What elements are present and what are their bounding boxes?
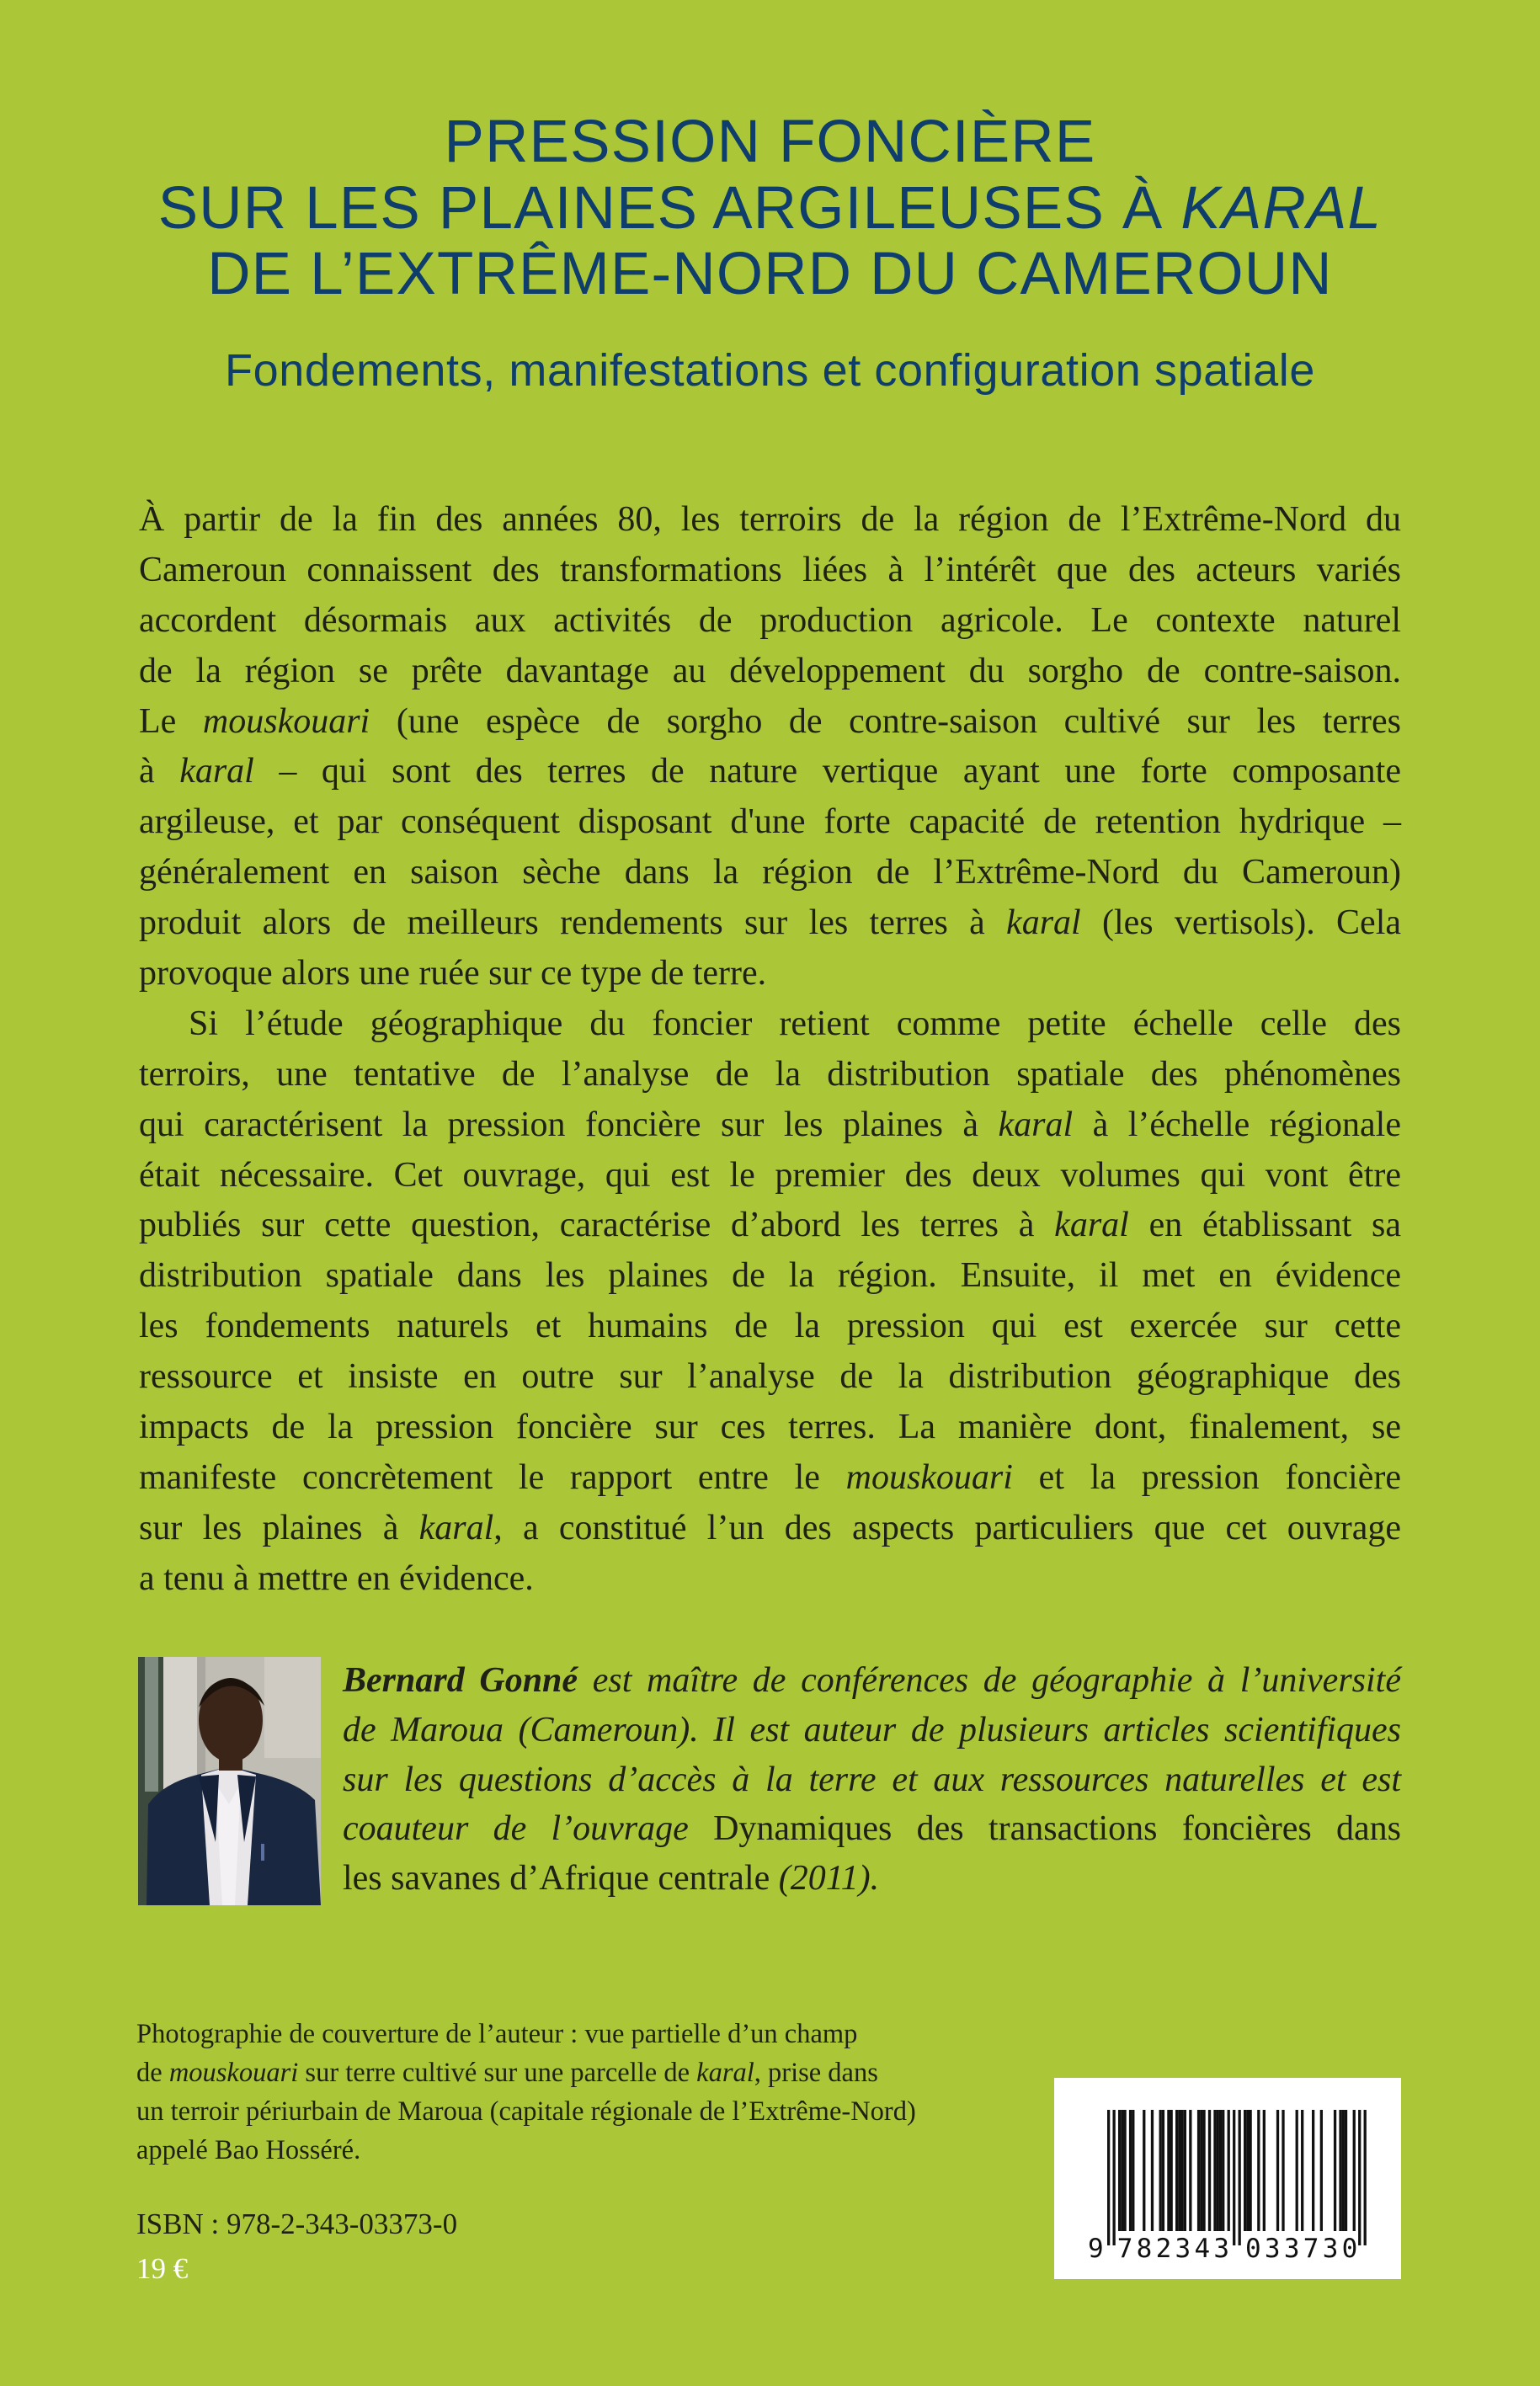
title-line-2 bbox=[0, 176, 1540, 242]
text-line bbox=[343, 1755, 1401, 1805]
text-line bbox=[139, 697, 1401, 748]
text-segment: karal bbox=[1006, 903, 1081, 943]
svg-text:033730: 033730 bbox=[1245, 2234, 1358, 2264]
text-segment: , a constitué l’un des aspects particuliers que cet ouvrage bbox=[493, 1508, 1402, 1547]
text-segment: Dynamiques des transactions foncières dans bbox=[713, 1809, 1401, 1849]
text-line bbox=[139, 1201, 1401, 1251]
text-segment: et la pression foncière bbox=[1012, 1457, 1401, 1497]
text-segment: , prise dans bbox=[754, 2058, 878, 2088]
text-segment: publiés sur cette question, caractérise d’abord les terres à bbox=[139, 1206, 1055, 1245]
text-segment: DE L’EXTRÊME-NORD DU CAMEROUN bbox=[207, 241, 1333, 307]
text-segment: karal bbox=[696, 2058, 754, 2088]
text-segment: un terroir périurbain de Maroua (capitale régionale de l’Extrême-Nord) bbox=[136, 2096, 916, 2127]
text-segment: provoque alors une ruée sur ce type de terre. bbox=[139, 954, 767, 993]
text-segment: a tenu à mettre en évidence. bbox=[139, 1558, 534, 1598]
text-segment: (2011). bbox=[770, 1859, 880, 1899]
book-subtitle: Fondements, manifestations et configuration spatiale bbox=[225, 345, 1315, 396]
text-segment: impacts de la pression foncière sur ces terres. La manière dont, finalement, se bbox=[139, 1408, 1401, 1447]
text-segment: Si l’étude géographique du foncier retient comme petite échelle celle des bbox=[189, 1004, 1401, 1043]
book-title bbox=[0, 109, 1540, 308]
title-line-3 bbox=[0, 242, 1540, 308]
text-line bbox=[139, 1403, 1401, 1453]
text-segment: généralement en saison sèche dans la région de l’Extrême-Nord du Cameroun) bbox=[139, 853, 1401, 892]
text-line bbox=[139, 999, 1401, 1050]
text-line bbox=[139, 1504, 1401, 1554]
text-line bbox=[139, 546, 1401, 596]
text-segment: manifeste concrètement le rapport entre le bbox=[139, 1457, 846, 1497]
text-segment: mouskouari bbox=[845, 1457, 1013, 1497]
text-segment: karal bbox=[1054, 1206, 1129, 1245]
text-segment: à bbox=[139, 752, 180, 791]
caption-line bbox=[136, 2053, 1063, 2092]
text-segment: à l’échelle régionale bbox=[1073, 1105, 1401, 1144]
text-segment: sur les questions d’accès à la terre et aux ressources naturelles et est bbox=[343, 1760, 1401, 1799]
text-segment: les savanes d’Afrique centrale bbox=[343, 1859, 770, 1899]
isbn: ISBN : 978-2-343-03373-0 bbox=[136, 2208, 458, 2240]
text-segment: sur les plaines à bbox=[139, 1508, 419, 1547]
author-portrait-image bbox=[138, 1657, 321, 1905]
text-segment: qui caractérisent la pression foncière sur les plaines à bbox=[139, 1105, 999, 1144]
barcode-icon bbox=[1054, 2078, 1401, 2279]
text-segment: était nécessaire. Cet ouvrage, qui est le premier des deux volumes qui vont être bbox=[139, 1155, 1401, 1195]
text-segment: de Maroua (Cameroun). Il est auteur de plusieurs articles scientifiques bbox=[343, 1710, 1401, 1750]
text-segment: appelé Bao Hosséré. bbox=[136, 2135, 361, 2165]
text-segment: PRESSION FONCIÈRE bbox=[444, 109, 1096, 175]
text-segment: (une espèce de sorgho de contre-saison cultivé sur les terres bbox=[370, 701, 1401, 741]
text-line bbox=[139, 898, 1401, 949]
text-line bbox=[343, 1656, 1401, 1706]
text-segment: de bbox=[136, 2058, 169, 2088]
text-line bbox=[139, 647, 1401, 697]
svg-text:9: 9 bbox=[1088, 2234, 1104, 2264]
price: 19 € bbox=[136, 2252, 189, 2285]
summary-text bbox=[139, 495, 1401, 1605]
text-line bbox=[343, 1804, 1401, 1854]
isbn-barcode bbox=[1054, 2078, 1401, 2279]
summary-paragraph-1 bbox=[139, 495, 1401, 999]
text-segment: karal bbox=[179, 752, 254, 791]
text-segment: argileuse, et par conséquent disposant d'une forte capacité de retention hydrique – bbox=[139, 802, 1401, 842]
text-segment: produit alors de meilleurs rendements sur les terres à bbox=[139, 903, 1007, 943]
text-line bbox=[139, 1100, 1401, 1151]
cover-photo-caption bbox=[136, 2015, 1063, 2170]
text-line bbox=[139, 596, 1401, 647]
text-line bbox=[139, 848, 1401, 898]
title-line-1 bbox=[0, 109, 1540, 176]
text-line bbox=[139, 797, 1401, 848]
text-segment: karal bbox=[998, 1105, 1074, 1144]
text-line bbox=[343, 1706, 1401, 1755]
text-segment: Bernard Gonné bbox=[343, 1661, 578, 1700]
text-segment: est maître de conférences de géographie à l’université bbox=[578, 1661, 1401, 1700]
text-segment: de la région se prête davantage au développement du sorgho de contre-saison. bbox=[139, 651, 1401, 690]
text-segment: distribution spatiale dans les plaines de la région. Ensuite, il met en évidence bbox=[139, 1256, 1401, 1296]
text-line bbox=[139, 1151, 1401, 1201]
text-segment: Cameroun connaissent des transformations liées à l’intérêt que des acteurs variés bbox=[139, 550, 1401, 589]
caption-line bbox=[136, 2131, 1063, 2170]
caption-line bbox=[136, 2015, 1063, 2053]
text-segment: terroirs, une tentative de l’analyse de la distribution spatiale des phénomènes bbox=[139, 1054, 1401, 1094]
text-segment: KARAL bbox=[1180, 174, 1383, 242]
text-segment: sur terre cultivé sur une parcelle de bbox=[298, 2058, 697, 2088]
text-segment: ressource et insiste en outre sur l’analyse de la distribution géographique des bbox=[139, 1357, 1401, 1397]
summary-paragraph-2 bbox=[139, 999, 1401, 1605]
text-segment: accordent désormais aux activités de production agricole. Le contexte naturel bbox=[139, 600, 1401, 640]
caption-line bbox=[136, 2092, 1063, 2131]
text-line bbox=[139, 949, 1401, 999]
text-line bbox=[139, 1453, 1401, 1504]
text-segment: mouskouari bbox=[168, 2058, 299, 2088]
text-line bbox=[139, 495, 1401, 546]
svg-text:782343: 782343 bbox=[1116, 2234, 1230, 2264]
text-segment: coauteur de l’ouvrage bbox=[343, 1809, 714, 1849]
text-segment: les fondements naturels et humains de la pression qui est exercée sur cette bbox=[139, 1307, 1401, 1346]
text-line bbox=[343, 1854, 1401, 1904]
text-line bbox=[139, 1251, 1401, 1302]
text-segment: – qui sont des terres de nature vertique ayant une forte composante bbox=[253, 752, 1401, 791]
text-line bbox=[139, 1050, 1401, 1100]
text-line bbox=[139, 747, 1401, 797]
text-segment: karal bbox=[418, 1508, 494, 1547]
text-segment: en établissant sa bbox=[1128, 1206, 1401, 1245]
text-line bbox=[139, 1302, 1401, 1352]
author-photo bbox=[138, 1657, 321, 1905]
text-segment: mouskouari bbox=[202, 701, 370, 741]
text-line bbox=[139, 1352, 1401, 1403]
text-line bbox=[139, 1554, 1401, 1605]
text-segment: Le bbox=[139, 701, 203, 741]
text-segment: Photographie de couverture de l’auteur : vue partielle d’un champ bbox=[136, 2019, 858, 2049]
author-bio bbox=[343, 1656, 1401, 1904]
text-segment: À partir de la fin des années 80, les terroirs de la région de l’Extrême-Nord du bbox=[139, 500, 1401, 539]
text-segment: (les vertisols). Cela bbox=[1080, 903, 1402, 943]
text-segment: SUR LES PLAINES ARGILEUSES À bbox=[157, 174, 1181, 242]
